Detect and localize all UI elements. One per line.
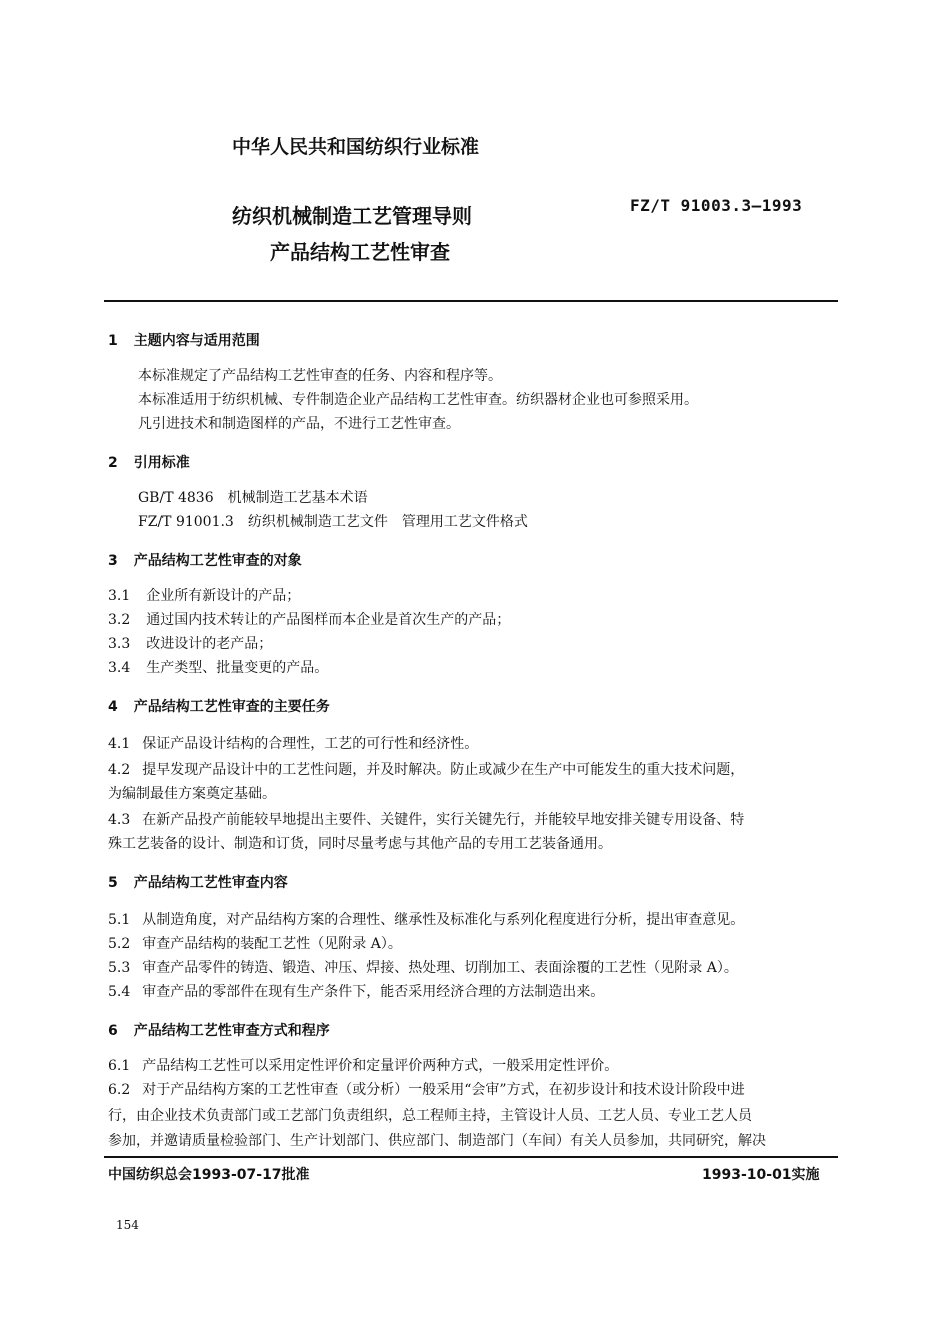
section-4-heading: 4 产品结构工艺性审查的主要任务	[108, 699, 330, 715]
issuing-organization: 中华人民共和国纺织行业标准	[232, 136, 480, 158]
clause-4-3: 4.3 在新产品投产前能较早地提出主要件、关键件，实行关键先行，并能较早地安排关键专用设备、特	[108, 812, 745, 828]
clause-6-1: 6.1 产品结构工艺性可以采用定性评价和定量评价两种方式，一般采用定性评价。	[108, 1058, 619, 1074]
reference-2: FZ/T 91001.3 纺织机械制造工艺文件 管理用工艺文件格式	[138, 514, 528, 530]
clause-4-2: 4.2 提早发现产品设计中的工艺性问题，并及时解决。防止或减少在生产中可能发生的重大技术问题，	[108, 762, 745, 778]
approval-date: 中国纺织总会1993-07-17批准	[108, 1167, 310, 1183]
clause-6-2-cont-2: 参加，并邀请质量检验部门、生产计划部门、供应部门、制造部门（车间）有关人员参加，共同研究，解决	[108, 1133, 766, 1149]
clause-5-4: 5.4 审查产品的零部件在现有生产条件下，能否采用经济合理的方法制造出来。	[108, 984, 605, 1000]
clause-3-3: 3.3 改进设计的老产品；	[108, 636, 273, 652]
section-2-heading: 2 引用标准	[108, 455, 190, 471]
document-title-line1: 纺织机械制造工艺管理导则	[232, 204, 472, 228]
implementation-date: 1993-10-01实施	[702, 1167, 820, 1183]
section-1-heading: 1 主题内容与适用范围	[108, 333, 260, 349]
clause-3-2: 3.2 通过国内技术转让的产品图样而本企业是首次生产的产品；	[108, 612, 511, 628]
section-1-para-1: 本标准规定了产品结构工艺性审查的任务、内容和程序等。	[138, 368, 502, 384]
section-1-para-2: 本标准适用于纺织机械、专件制造企业产品结构工艺性审查。纺织器材企业也可参照采用。	[138, 392, 698, 408]
reference-1: GB/T 4836 机械制造工艺基本术语	[138, 490, 368, 506]
clause-5-3: 5.3 审查产品零件的铸造、锻造、冲压、焊接、热处理、切削加工、表面涂覆的工艺性（见附录 A）。	[108, 960, 738, 976]
section-3-heading: 3 产品结构工艺性审查的对象	[108, 553, 302, 569]
document-title-line2: 产品结构工艺性审查	[270, 240, 450, 264]
section-5-heading: 5 产品结构工艺性审查内容	[108, 875, 288, 891]
clause-3-4: 3.4 生产类型、批量变更的产品。	[108, 660, 329, 676]
clause-6-2-cont-1: 行，由企业技术负责部门或工艺部门负责组织，总工程师主持，主管设计人员、工艺人员、专业工艺人员	[108, 1108, 752, 1124]
footer-divider	[104, 1156, 838, 1158]
header-divider	[104, 300, 838, 302]
clause-3-1: 3.1 企业所有新设计的产品；	[108, 588, 301, 604]
clause-4-2-cont: 为编制最佳方案奠定基础。	[108, 786, 276, 802]
standard-number: FZ/T 91003.3—1993	[630, 196, 803, 215]
clause-6-2: 6.2 对于产品结构方案的工艺性审查（或分析）一般采用“会审”方式，在初步设计和技术设计阶段中进	[108, 1082, 745, 1098]
section-6-heading: 6 产品结构工艺性审查方式和程序	[108, 1023, 330, 1039]
clause-5-2: 5.2 审查产品结构的装配工艺性（见附录 A）。	[108, 936, 402, 952]
section-1-para-3: 凡引进技术和制造图样的产品，不进行工艺性审查。	[138, 416, 460, 432]
page-number: 154	[116, 1218, 139, 1232]
clause-5-1: 5.1 从制造角度，对产品结构方案的合理性、继承性及标准化与系列化程度进行分析，提出审查意见。	[108, 912, 745, 928]
clause-4-3-cont: 殊工艺装备的设计、制造和订货，同时尽量考虑与其他产品的专用工艺装备通用。	[108, 836, 612, 852]
clause-4-1: 4.1 保证产品设计结构的合理性，工艺的可行性和经济性。	[108, 736, 479, 752]
